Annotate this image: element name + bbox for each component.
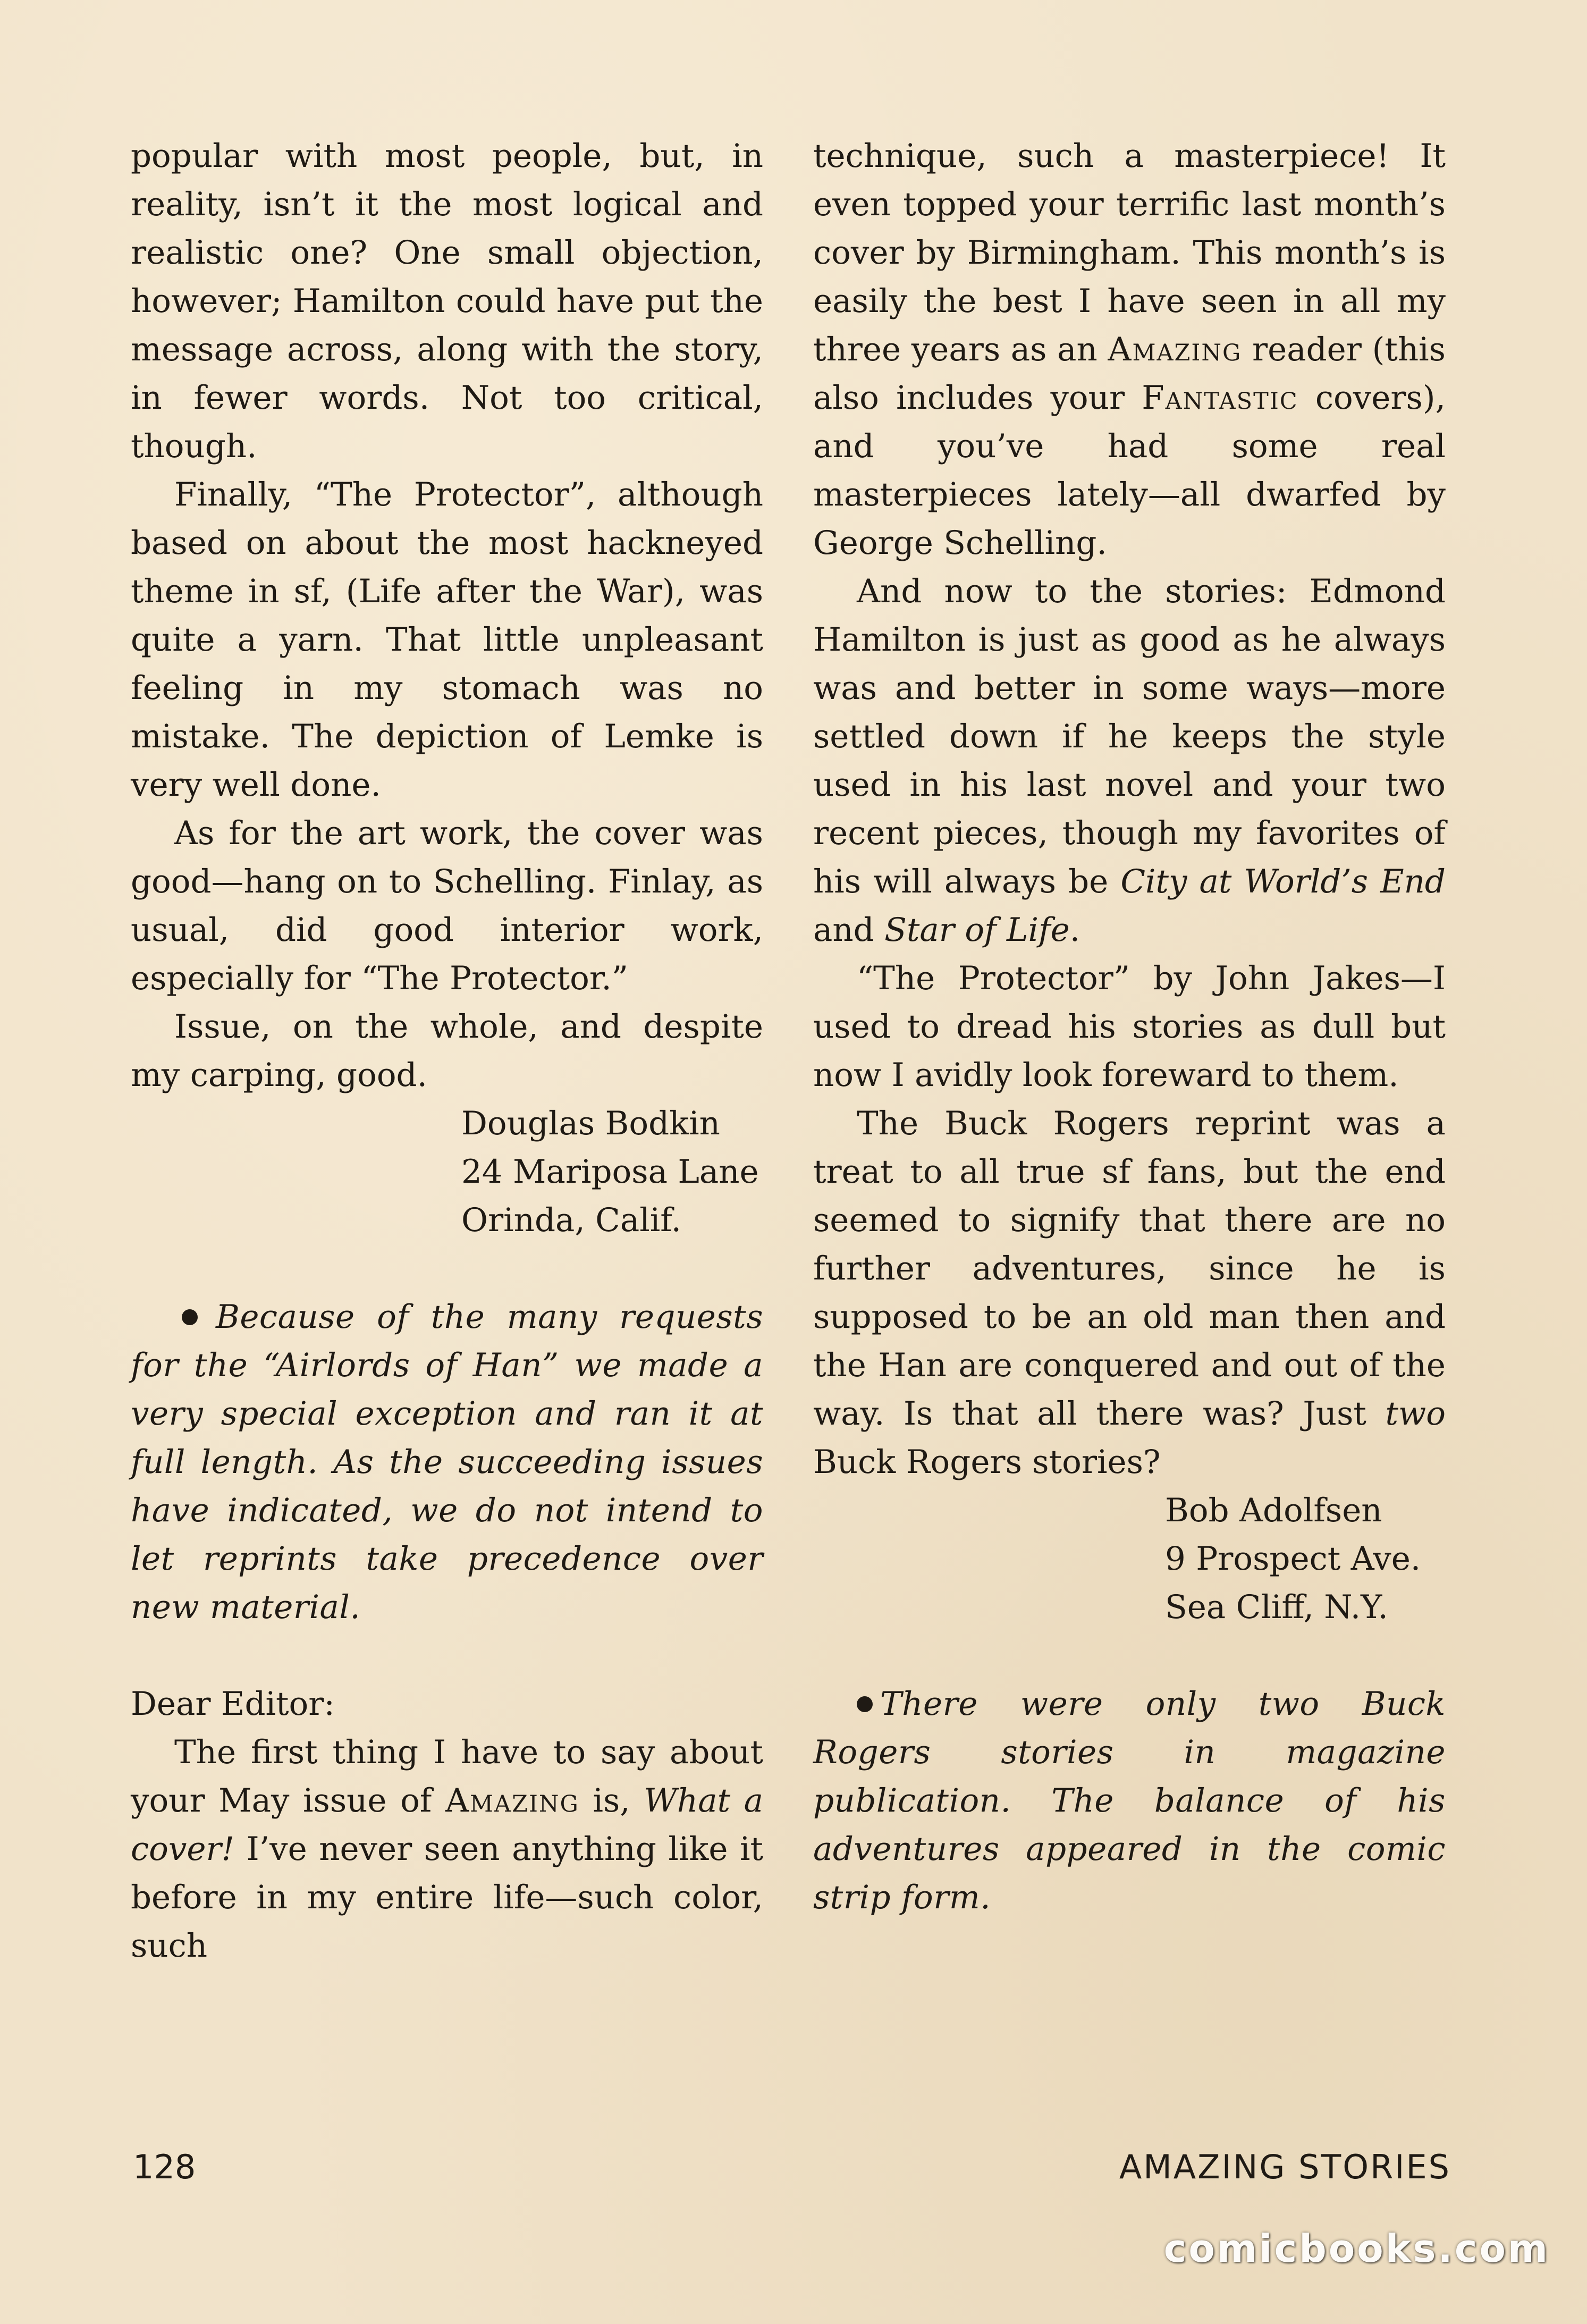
signature-name: Douglas Bodkin — [461, 1105, 720, 1142]
right-column — [813, 132, 1446, 1922]
magazine-name: Fantastic — [1142, 379, 1298, 417]
left-column — [131, 132, 763, 1970]
watermark: comicbooks.com — [1163, 2226, 1550, 2271]
story-title: Star of Life — [884, 911, 1070, 949]
signature-street: 24 Mariposa Lane — [461, 1153, 759, 1191]
editor-reply — [813, 1680, 1446, 1922]
magazine-name: Amazing — [445, 1782, 579, 1820]
spacer — [131, 1244, 763, 1293]
salutation: Dear Editor: — [131, 1685, 335, 1723]
letter-paragraph: technique, such a masterpiece! It even topped your terrific last month’s cover by Birmingham. This month’s is easily the best I have seen in all my three years as an Amazing reader (this also includes your Fantastic covers), and you’ve had some real masterpieces lately—all dwarfed by George Schelling. — [813, 137, 1446, 562]
story-title: City at World’s End — [1120, 863, 1446, 900]
signature-city: Sea Cliff, N.Y. — [1165, 1588, 1388, 1626]
spacer — [813, 1631, 1446, 1680]
bullet-icon — [182, 1309, 198, 1325]
spacer — [131, 1631, 763, 1680]
letter-paragraph: The first thing I have to say about your May issue of Amazing is, What a cover! I’ve never seen anything like it before in my entire life—such color, such — [131, 1733, 764, 1965]
letter-paragraph: The Buck Rogers reprint was a treat to all true sf fans, but the end seemed to signify that there are no further adventures, since he is supposed to be an old man then and the Han are conquered and out of the way. Is that all there was? Just two Buck Rogers stories? — [813, 1105, 1446, 1481]
letter-paragraph: popular with most people, but, in reality, isn’t it the most logical and realistic one? One small objection, however; Hamilton could have put the message across, along with the story, in fewer words. Not too critical, though. — [131, 137, 763, 465]
magazine-name: Amazing — [1108, 331, 1242, 368]
signature-name: Bob Adolfsen — [1165, 1492, 1382, 1529]
letter-paragraph: As for the art work, the cover was good—hang on to Schelling. Finlay, as usual, did good interior work, especially for “The Protector.” — [131, 814, 763, 997]
emphasis: two — [1385, 1395, 1446, 1433]
signature-street: 9 Prospect Ave. — [1165, 1540, 1421, 1578]
emphasis: What a cover! — [131, 1782, 764, 1868]
editor-reply-text: There were only two Buck Rogers stories in magazine publication. The balance of his adventures appeared in the comic strip form. — [813, 1685, 1446, 1916]
editor-reply — [131, 1293, 763, 1631]
signature-city: Orinda, Calif. — [461, 1201, 682, 1239]
page-number: 128 — [133, 2148, 196, 2186]
letter-paragraph: “The Protector” by John Jakes—I used to dread his stories as dull but now I avidly look foreward to them. — [813, 959, 1446, 1094]
editor-reply-text: Because of the many requests for the “Airlords of Han” we made a very special exception and ran it at full length. As the succeeding issues have indicated, we do not intend to let reprints take precedence over new material. — [131, 1298, 763, 1626]
letter-paragraph: Finally, “The Protector”, although based on about the most hackneyed theme in sf, (Life after the War), was quite a yarn. That little unpleasant feeling in my stomach was no mistake. The depiction of Lemke is very well done. — [131, 476, 763, 804]
letter-paragraph: And now to the stories: Edmond Hamilton is just as good as he always was and better in some ways—more settled down if he keeps the style used in his last novel and your two recent pieces, though my favorites of his will always be City at World’s End and Star of Life. — [813, 572, 1446, 949]
letter-paragraph: Issue, on the whole, and despite my carping, good. — [131, 1008, 763, 1094]
bullet-icon — [857, 1696, 873, 1712]
magazine-title-footer: AMAZING STORIES — [1119, 2148, 1451, 2186]
